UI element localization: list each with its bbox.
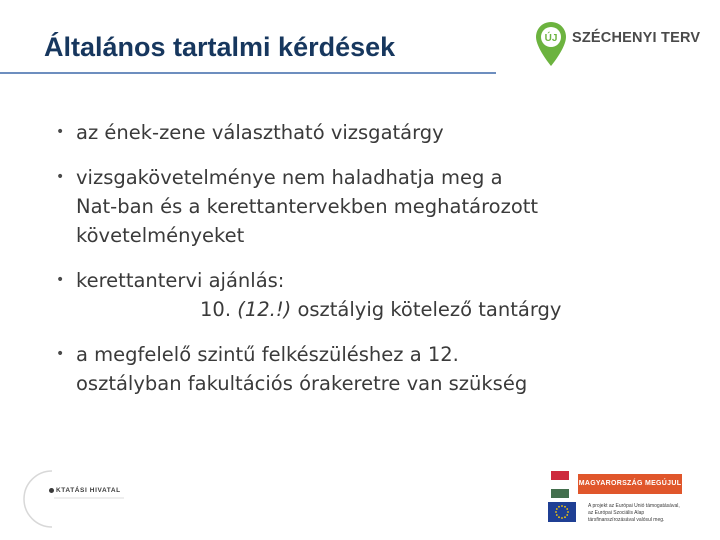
slide-title: Általános tartalmi kérdések [44, 32, 396, 62]
ofi-logo [22, 468, 132, 528]
grade-text: 10. [200, 298, 238, 321]
arc-logo-icon [22, 468, 132, 528]
title-underline [0, 72, 496, 74]
eu-note-line: A projekt az Európai Unió támogatásával, [588, 503, 680, 509]
brand-text: SZÉCHENYI TERV [572, 30, 701, 46]
pin-letter: ÚJ [544, 33, 558, 44]
bullet-line: követelményeket [76, 224, 245, 247]
szechenyi-terv-logo [534, 20, 704, 68]
list-item [56, 266, 696, 324]
eu-note-line: az Európai Szociális Alap [588, 510, 645, 516]
bullet-dot-icon: • [56, 169, 65, 185]
eu-flag-icon [548, 502, 576, 522]
list-item [56, 118, 696, 147]
bullet-dot-icon: • [56, 346, 65, 362]
bullet-line [76, 295, 696, 324]
ofi-dot-icon [49, 488, 54, 493]
eu-funding-note [588, 503, 708, 524]
grade-italic-text: (12.!) [237, 298, 292, 321]
bullet-line: kerettantervi ajánlás: [76, 269, 285, 292]
bullet-list [56, 118, 696, 414]
bullet-line: Nat-ban és a kerettantervekben meghatározott [76, 195, 539, 218]
bullet-line: vizsgakövetelménye nem haladhatja meg a [76, 166, 503, 189]
list-item [56, 340, 696, 398]
subject-text: osztályig kötelező tantárgy [291, 298, 562, 321]
bullet-line: a megfelelő szintű felkészüléshez a 12. [76, 343, 459, 366]
map-pin-icon [534, 20, 568, 68]
bullet-dot-icon: • [56, 124, 65, 140]
bullet-line: az ének-zene választható vizsgatárgy [76, 121, 444, 144]
bullet-dot-icon: • [56, 272, 65, 288]
bullet-line: osztályban fakultációs órakeretre van szükség [76, 372, 528, 395]
list-item [56, 163, 696, 250]
hungarian-flag-icon [551, 471, 569, 498]
eu-note-line: társfinanszírozásával valósul meg. [588, 517, 665, 523]
ofi-name: KTATÁSI HIVATAL [56, 487, 121, 494]
megujul-badge: MAGYARORSZÁG MEGÚJUL [578, 474, 682, 494]
